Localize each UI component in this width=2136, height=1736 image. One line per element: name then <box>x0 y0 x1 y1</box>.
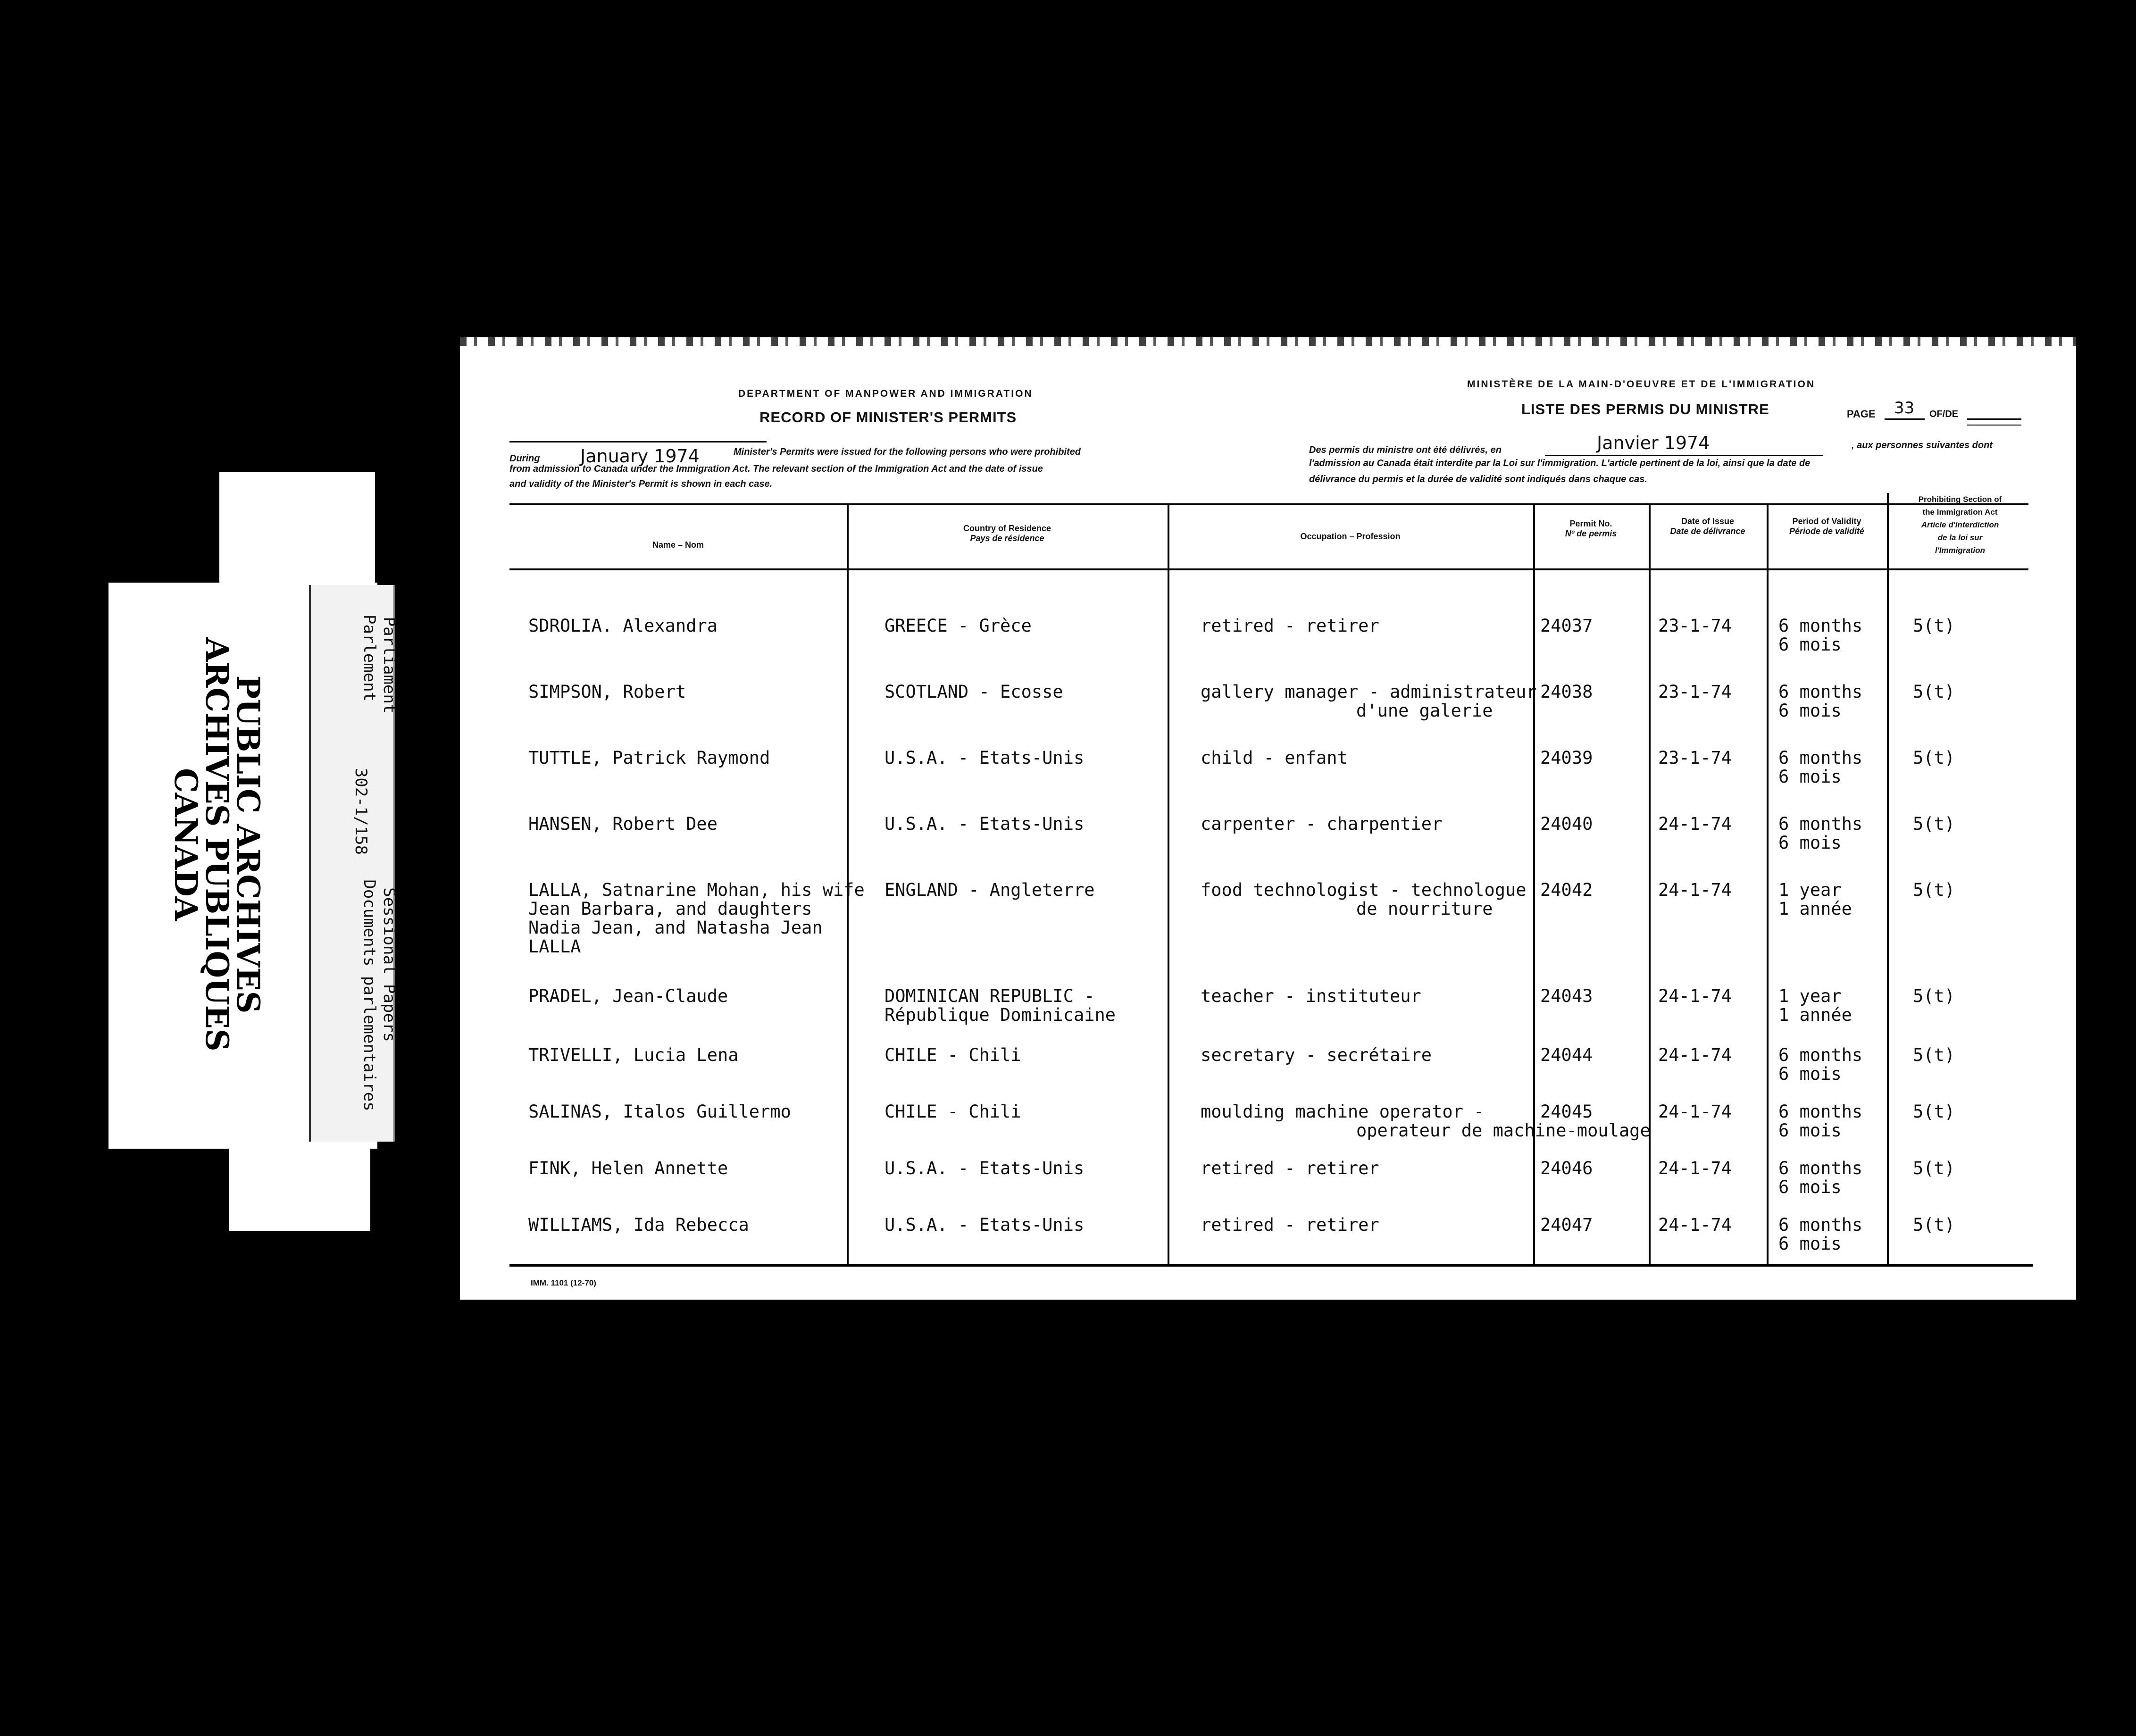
dept-fr: MINISTÈRE DE LA MAIN-D'OEUVRE ET DE L'IMMIGRATION <box>1467 379 1815 390</box>
col-header-date <box>1649 517 1767 536</box>
col-header-section-4: de la loi sur <box>1937 533 1983 542</box>
intro-fr-1b: , aux personnes suivantes dont <box>1852 440 1993 451</box>
intro-fr-2: l'admission au Canada était interdite par la Loi sur l'immigration. L'article pertinent de la loi, ainsi que la date de <box>1309 458 1811 468</box>
cell-name: PRADEL, Jean-Claude <box>528 986 728 1006</box>
scan-edge-right <box>2076 337 2083 1300</box>
cell-date: 24-1-74 <box>1658 1102 1732 1122</box>
cell-period: 6 mois <box>1778 634 1842 655</box>
intro-en-1: Minister's Permits were issued for the following persons who were prohibited <box>734 447 1081 457</box>
cell-occupation: operateur de machine-moulage <box>1356 1120 1651 1141</box>
card-parlement: Parlement <box>360 614 379 702</box>
dept-en: DEPARTMENT OF MANPOWER AND IMMIGRATION <box>738 388 1033 399</box>
archives-line: PUBLIC ARCHIVES <box>230 675 267 1014</box>
cell-occupation: secretary - secrétaire <box>1201 1045 1432 1065</box>
archives-line: CANADA <box>167 768 204 921</box>
page-label: PAGE <box>1847 408 1876 420</box>
cell-name: Nadia Jean, and Natasha Jean <box>528 918 823 938</box>
cell-section: 5(t) <box>1913 814 1955 834</box>
cell-name: FINK, Helen Annette <box>528 1158 728 1178</box>
cell-permit: 24042 <box>1540 880 1593 900</box>
cell-occupation: teacher - instituteur <box>1201 986 1421 1006</box>
page-number-rule <box>1885 418 1925 420</box>
cell-date: 23-1-74 <box>1658 748 1732 768</box>
table-bottom-rule <box>509 1264 2033 1267</box>
card-sessional-papers: Sessional Papers <box>380 887 399 1042</box>
cell-period: 6 mois <box>1778 1234 1842 1254</box>
cell-country: U.S.A. - Etats-Unis <box>884 1215 1085 1235</box>
cell-name: SIMPSON, Robert <box>528 682 686 702</box>
cell-country: CHILE - Chili <box>884 1102 1021 1122</box>
cell-period: 6 mois <box>1778 1120 1842 1141</box>
cell-country: DOMINICAN REPUBLIC - <box>884 986 1095 1006</box>
cell-permit: 24047 <box>1540 1215 1593 1235</box>
cell-country: U.S.A. - Etats-Unis <box>884 1158 1085 1178</box>
cell-section: 5(t) <box>1913 682 1955 702</box>
cell-period: 1 année <box>1778 899 1852 919</box>
cell-permit: 24039 <box>1540 748 1593 768</box>
archives-stamp <box>167 609 267 1080</box>
cell-section: 5(t) <box>1913 1045 1955 1065</box>
of-label: OF/DE <box>1929 409 1959 419</box>
col-header-period-fr: Période de validité <box>1789 526 1865 536</box>
col-header-section-2: the Immigration Act <box>1922 508 1998 517</box>
col-header-name: Name – Nom <box>652 540 704 550</box>
card-tab-top <box>219 472 375 590</box>
cell-period: 1 year <box>1778 986 1842 1006</box>
intro-en-3: and validity of the Minister's Permit is shown in each case. <box>509 479 773 489</box>
card-documents: Documents parlementaires <box>360 879 379 1111</box>
cell-section: 5(t) <box>1913 1102 1955 1122</box>
cell-name: HANSEN, Robert Dee <box>528 814 718 834</box>
cell-occupation: child - enfant <box>1201 748 1348 768</box>
cell-date: 23-1-74 <box>1658 616 1732 636</box>
month-en: January 1974 <box>580 446 700 467</box>
col-divider-5 <box>1767 503 1769 1265</box>
cell-period: 6 months <box>1778 1045 1863 1065</box>
col-header-date-en: Date of Issue <box>1681 517 1735 526</box>
cell-occupation: moulding machine operator - <box>1201 1102 1485 1122</box>
cell-name: WILLIAMS, Ida Rebecca <box>528 1215 749 1235</box>
page-number: 33 <box>1894 399 1915 417</box>
table-top-rule <box>509 503 2028 505</box>
permit-record-form <box>460 337 2083 1300</box>
cell-section: 5(t) <box>1913 880 1955 900</box>
cell-permit: 24037 <box>1540 616 1593 636</box>
cell-name: SDROLIA. Alexandra <box>528 616 718 636</box>
card-tab-bottom <box>229 1142 370 1231</box>
cell-date: 24-1-74 <box>1658 1045 1732 1065</box>
col-header-country-en: Country of Residence <box>963 524 1051 533</box>
cell-period: 6 mois <box>1778 767 1842 787</box>
col-divider-2 <box>1168 503 1169 1265</box>
intro-en-2: from admission to Canada under the Immigration Act. The relevant section of the Immigration Act and the date of issue <box>509 464 1043 474</box>
of-rule-2 <box>1967 425 2021 426</box>
cell-name: TUTTLE, Patrick Raymond <box>528 748 770 768</box>
cell-permit: 24043 <box>1540 986 1593 1006</box>
cell-name: Jean Barbara, and daughters <box>528 899 812 919</box>
month-fr: Janvier 1974 <box>1597 433 1710 453</box>
col-header-period <box>1767 517 1887 536</box>
col-header-section <box>1887 493 2033 557</box>
cell-section: 5(t) <box>1913 748 1955 768</box>
cell-country: ENGLAND - Angleterre <box>884 880 1095 900</box>
form-code: IMM. 1101 (12-70) <box>531 1278 596 1287</box>
cell-date: 23-1-74 <box>1658 682 1732 702</box>
of-rule <box>1967 418 2021 420</box>
cell-occupation: gallery manager - administrateur <box>1201 682 1537 702</box>
col-header-section-3: Article d'interdiction <box>1921 520 1999 529</box>
cell-permit: 24038 <box>1540 682 1593 702</box>
intro-fr-3: délivrance du permis et la durée de validité sont indiqués dans chaque cas. <box>1309 474 1647 484</box>
archives-line: ARCHIVES PUBLIQUES <box>199 637 235 1052</box>
cell-period: 6 months <box>1778 814 1863 834</box>
cell-name: SALINAS, Italos Guillermo <box>528 1102 791 1122</box>
cell-occupation: retired - retirer <box>1201 1158 1379 1178</box>
cell-period: 6 months <box>1778 616 1863 636</box>
col-header-section-5: l'Immigration <box>1935 546 1986 555</box>
cell-period: 6 mois <box>1778 1177 1842 1197</box>
col-header-date-fr: Date de délivrance <box>1670 526 1745 536</box>
cell-period: 1 année <box>1778 1005 1852 1025</box>
scan-edge-noise <box>460 337 2083 346</box>
col-header-permit <box>1533 519 1649 539</box>
col-header-occupation: Occupation – Profession <box>1300 532 1401 541</box>
intro-top-rule <box>509 441 767 442</box>
cell-country: SCOTLAND - Ecosse <box>884 682 1063 702</box>
cell-section: 5(t) <box>1913 986 1955 1006</box>
during-label: During <box>509 453 540 464</box>
cell-occupation: de nourriture <box>1356 899 1493 919</box>
cell-permit: 24044 <box>1540 1045 1593 1065</box>
title-en: RECORD OF MINISTER'S PERMITS <box>759 409 1017 426</box>
card-reference: 302-1/158 <box>351 768 370 855</box>
cell-date: 24-1-74 <box>1658 1215 1732 1235</box>
cell-date: 24-1-74 <box>1658 1158 1732 1178</box>
col-header-country <box>847 524 1168 543</box>
cell-period: 1 year <box>1778 880 1842 900</box>
cell-occupation: retired - retirer <box>1201 1215 1379 1235</box>
month-fr-rule <box>1545 455 1823 456</box>
col-header-country-fr: Pays de résidence <box>970 534 1044 543</box>
cell-period: 6 months <box>1778 748 1863 768</box>
col-divider-3 <box>1533 503 1535 1265</box>
cell-period: 6 mois <box>1778 701 1842 721</box>
cell-period: 6 months <box>1778 1102 1863 1122</box>
cell-occupation: carpenter - charpentier <box>1201 814 1443 834</box>
col-header-section-1: Prohibiting Section of <box>1918 495 2002 504</box>
cell-name: LALLA, Satnarine Mohan, his wife <box>528 880 865 900</box>
cell-occupation: d'une galerie <box>1356 701 1493 721</box>
cell-period: 6 months <box>1778 1158 1863 1178</box>
cell-country: République Dominicaine <box>884 1005 1116 1025</box>
cell-country: U.S.A. - Etats-Unis <box>884 814 1085 834</box>
cell-section: 5(t) <box>1913 1158 1955 1178</box>
cell-period: 6 mois <box>1778 1064 1842 1084</box>
intro-fr-1a: Des permis du ministre ont été délivrés, en <box>1309 445 1502 455</box>
cell-period: 6 months <box>1778 682 1863 702</box>
cell-permit: 24040 <box>1540 814 1593 834</box>
cell-date: 24-1-74 <box>1658 880 1732 900</box>
cell-date: 24-1-74 <box>1658 814 1732 834</box>
cell-period: 6 mois <box>1778 833 1842 853</box>
cell-country: U.S.A. - Etats-Unis <box>884 748 1085 768</box>
cell-name: LALLA <box>528 936 581 957</box>
cell-period: 6 months <box>1778 1215 1863 1235</box>
cell-date: 24-1-74 <box>1658 986 1732 1006</box>
col-divider-4 <box>1649 503 1651 1265</box>
cell-section: 5(t) <box>1913 1215 1955 1235</box>
title-fr: LISTE DES PERMIS DU MINISTRE <box>1521 401 1769 417</box>
cell-country: GREECE - Grèce <box>884 616 1032 636</box>
col-divider-6 <box>1887 493 1889 1265</box>
cell-occupation: retired - retirer <box>1201 616 1379 636</box>
cell-country: CHILE - Chili <box>884 1045 1021 1065</box>
cell-permit: 24046 <box>1540 1158 1593 1178</box>
col-header-permit-en: Permit No. <box>1569 519 1612 528</box>
cell-section: 5(t) <box>1913 616 1955 636</box>
card-parliament: Parliament <box>380 617 399 714</box>
col-header-period-en: Period of Validity <box>1792 517 1861 526</box>
cell-permit: 24045 <box>1540 1102 1593 1122</box>
table-header-rule <box>509 568 2028 570</box>
cell-occupation: food technologist - technologue <box>1201 880 1527 900</box>
col-header-permit-fr: Nº de permis <box>1565 529 1617 538</box>
cell-name: TRIVELLI, Lucia Lena <box>528 1045 739 1065</box>
